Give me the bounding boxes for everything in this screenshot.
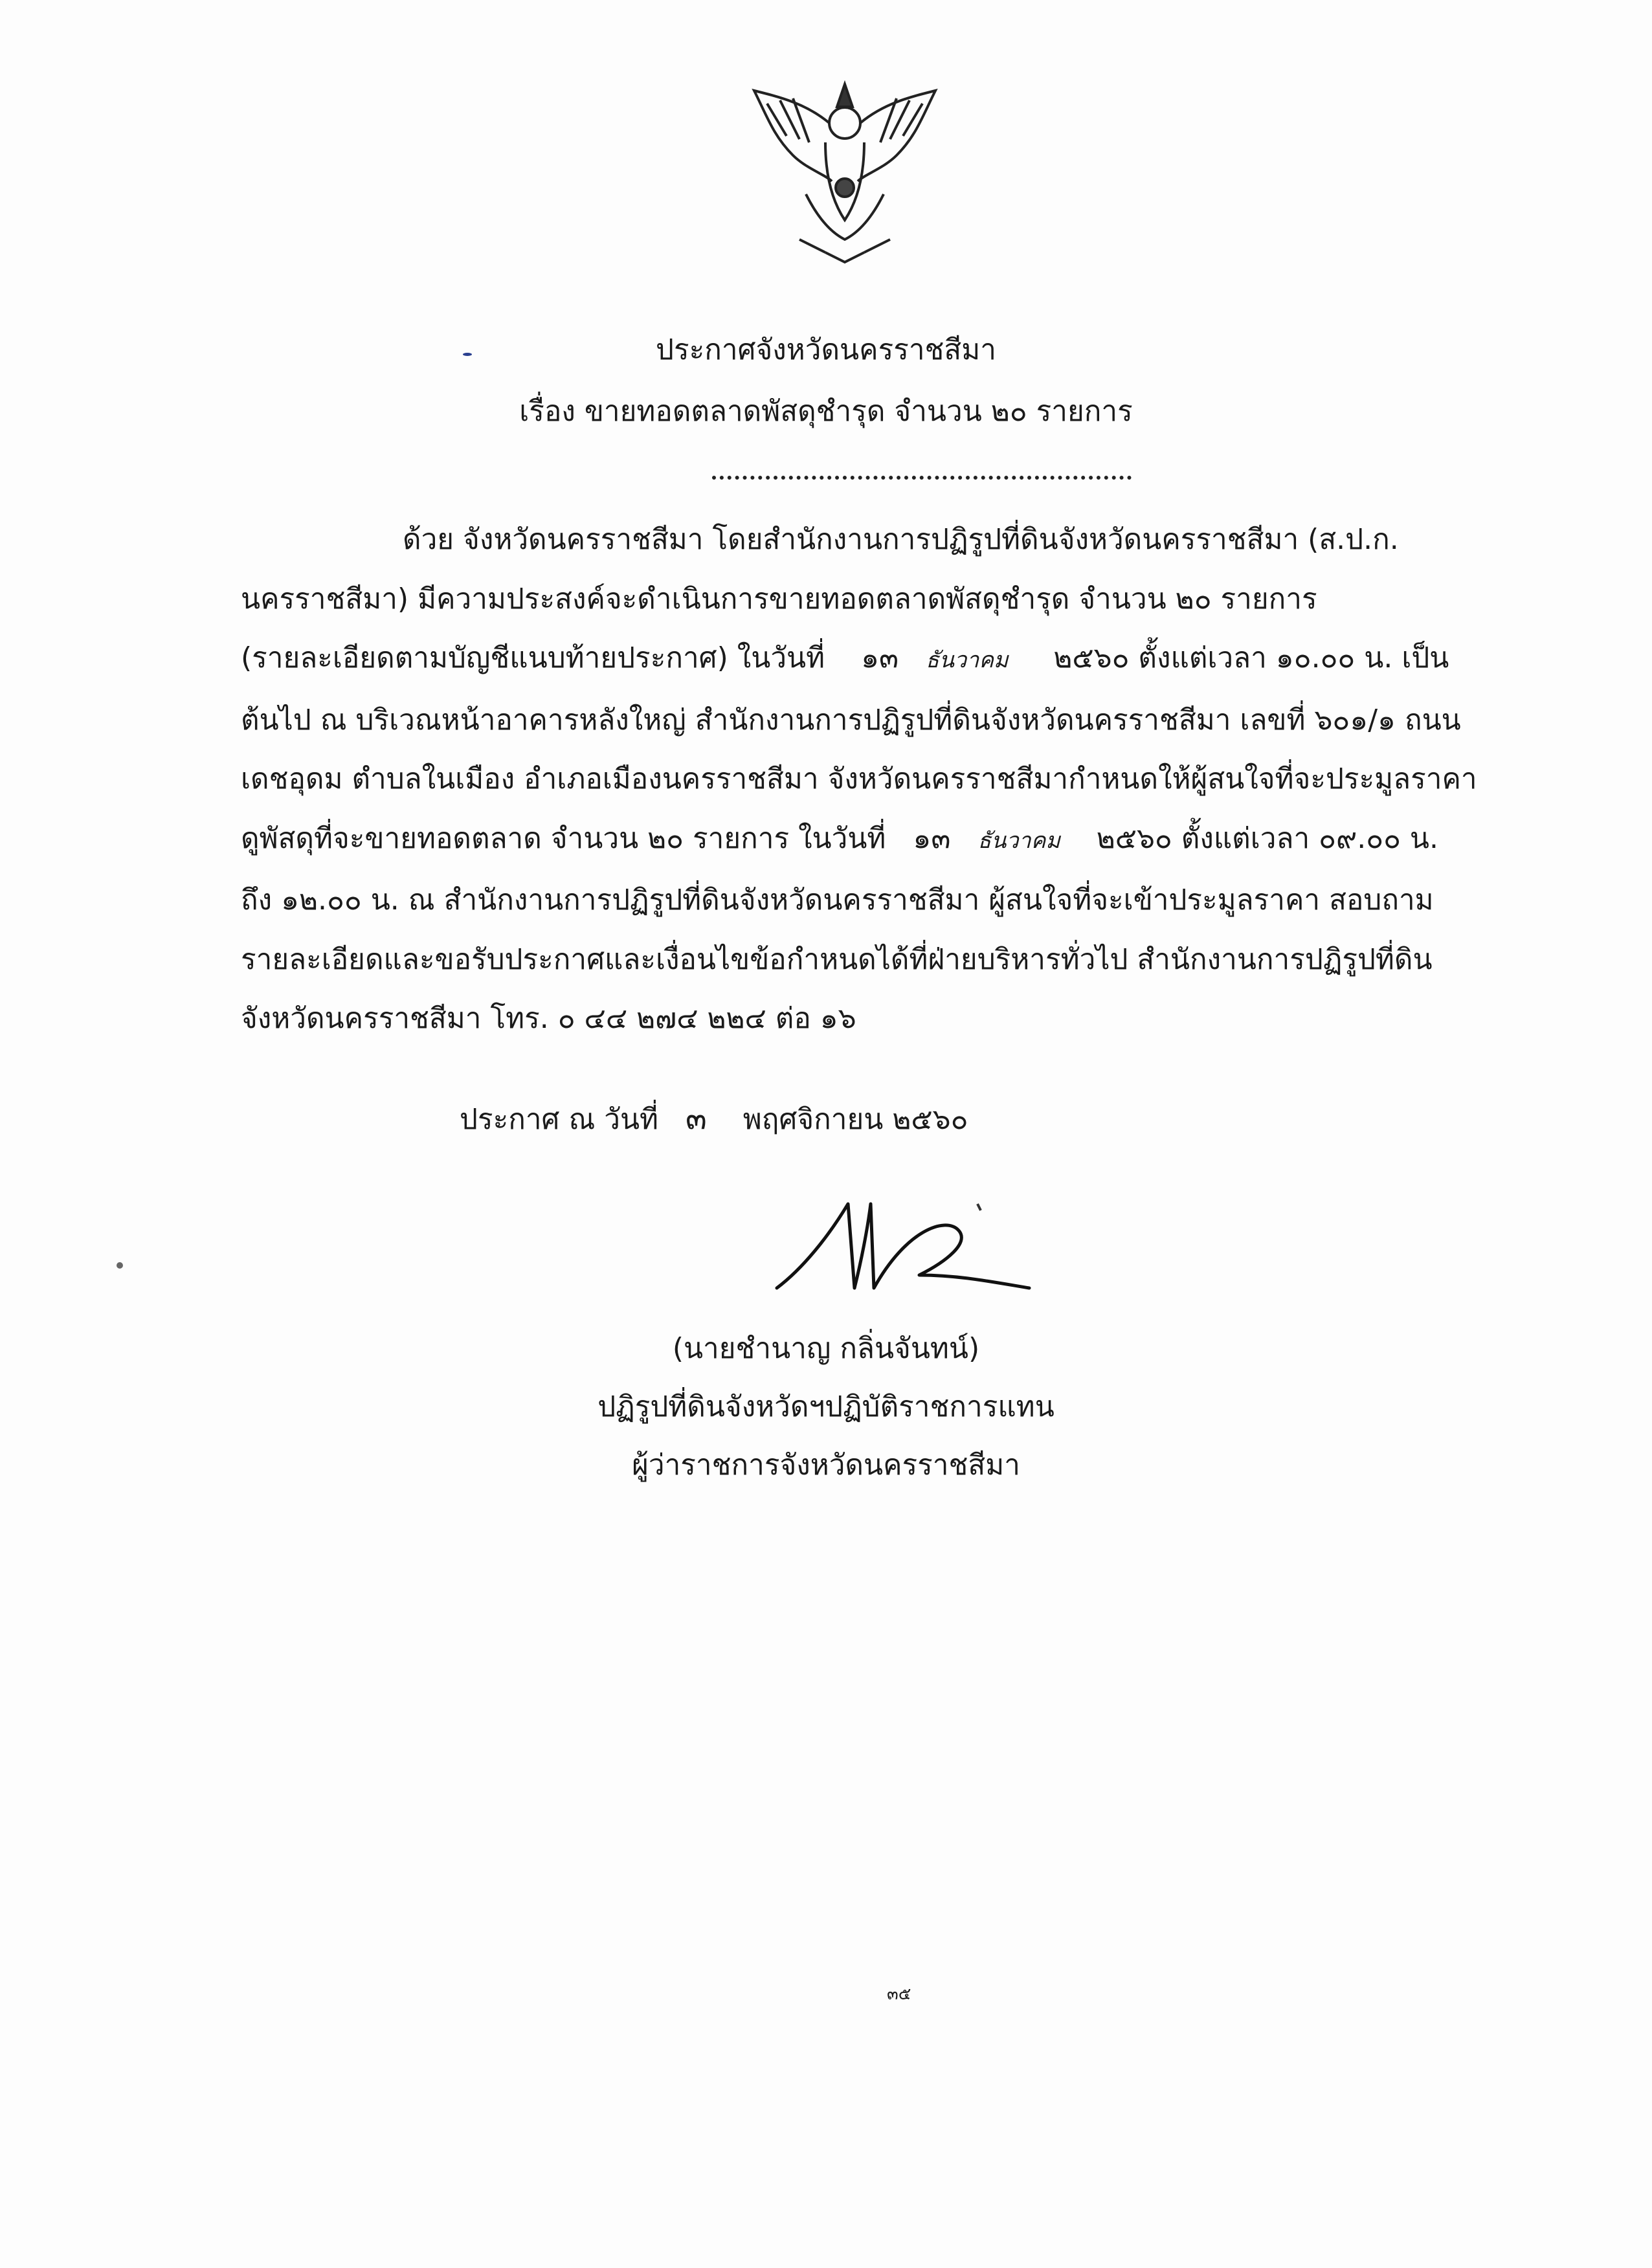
signatory-name: (นายชำนาญ กลิ่นจันทน์): [672, 1332, 980, 1365]
body-line: ด้วย จังหวัดนครราชสีมา โดยสำนักงานการปฏิรูปที่ดินจังหวัดนครราชสีมา (ส.ป.ก.: [403, 523, 1399, 556]
scan-speck: [117, 1262, 123, 1269]
signature: [764, 1191, 1036, 1307]
garuda-emblem-icon: [728, 78, 961, 265]
body-line: นครราชสีมา) มีความประสงค์จะดำเนินการขายทอดตลาดพัสดุชำรุด จำนวน ๒๐ รายการ: [241, 582, 1317, 616]
title-divider: [712, 476, 1132, 480]
body-line: ดูพัสดุที่จะขายทอดตลาด จำนวน ๒๐ รายการ ในวันที่ ๑๓ ธันวาคม ๒๕๖๐ ตั้งแต่เวลา ๐๙.๐๐ น.: [241, 821, 1438, 855]
handwritten-month: ธันวาคม: [977, 827, 1060, 854]
ink-mark: [463, 353, 472, 356]
handwritten-day: ๑๓: [913, 821, 951, 855]
body-line: เดชอุดม ตำบลในเมือง อำเภอเมืองนครราชสีมา จังหวัดนครราชสีมากำหนดให้ผู้สนใจที่จะประมูลราคา: [241, 762, 1477, 795]
handwritten-day: ๑๓: [861, 641, 899, 674]
body-line: ถึง ๑๒.๐๐ น. ณ สำนักงานการปฏิรูปที่ดินจังหวัดนครราชสีมา ผู้สนใจที่จะเข้าประมูลราคา สอบถาม: [241, 884, 1434, 917]
body-line: รายละเอียดและขอรับประกาศและเงื่อนไขข้อกำหนดได้ที่ฝ่ายบริหารทั่วไป สำนักงานการปฏิรูปที่ดิน: [241, 942, 1433, 976]
announcement-subject: เรื่อง ขายทอดตลาดพัสดุชำรุด จำนวน ๒๐ รายการ: [519, 395, 1133, 428]
page-number: ๓๕: [887, 1984, 911, 2004]
announcement-title: ประกาศจังหวัดนครราชสีมา: [656, 333, 996, 366]
body-line: ต้นไป ณ บริเวณหน้าอาคารหลังใหญ่ สำนักงานการปฏิรูปที่ดินจังหวัดนครราชสีมา เลขที่ ๖๐๑/๑ ถนน: [241, 703, 1461, 737]
announcement-date: ประกาศ ณ วันที่ ๓ พฤศจิกายน ๒๕๖๐: [460, 1100, 968, 1137]
announcement-body: [241, 510, 1477, 1049]
signatory-position: ปฏิรูปที่ดินจังหวัดฯปฏิบัติราชการแทน: [597, 1390, 1055, 1423]
body-line: (รายละเอียดตามบัญชีแนบท้ายประกาศ) ในวันที่ ๑๓ ธันวาคม ๒๕๖๐ ตั้งแต่เวลา ๑๐.๐๐ น. เป็น: [241, 641, 1449, 674]
handwritten-date-day: ๓: [686, 1100, 707, 1137]
handwritten-month: ธันวาคม: [926, 647, 1009, 673]
signatory-position-2: ผู้ว่าราชการจังหวัดนครราชสีมา: [632, 1449, 1020, 1482]
body-line: จังหวัดนครราชสีมา โทร. ๐ ๔๔ ๒๗๔ ๒๒๔ ต่อ ๑๖: [241, 1002, 856, 1035]
